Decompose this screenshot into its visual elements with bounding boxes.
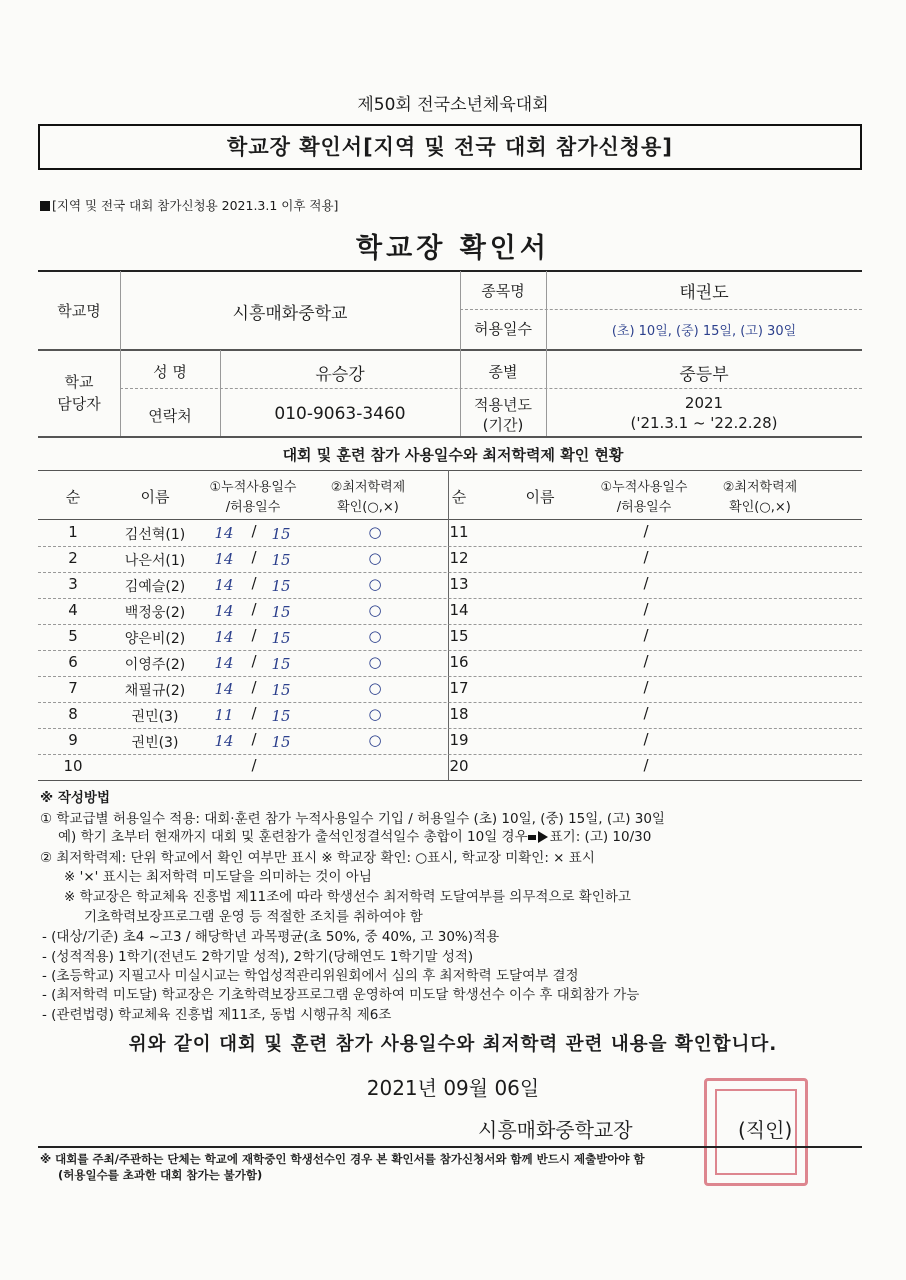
method-line: - (대상/기준) 초4 ~고3 / 해당학년 과목평균(초 50%, 중 40%, 고 30%)적용 <box>42 929 500 945</box>
name-label: 성 명 <box>153 363 187 381</box>
achievement-check: ○ <box>368 653 382 671</box>
student-name: 이영주(2) <box>124 657 186 673</box>
method-line: ※ 학교장은 학교체육 진흥법 제11조에 따라 학생선수 최저학력 도달여부를 의무적으로 확인하고 <box>64 889 631 905</box>
days-slash: / <box>643 652 649 670</box>
phone-label: 연락처 <box>148 407 192 425</box>
sport-label: 종목명 <box>481 282 525 300</box>
days-slash: / <box>643 574 649 592</box>
row-number: 15 <box>449 627 469 645</box>
footer-note-sub: (허용일수를 초과한 대회 참가는 불가함) <box>58 1168 263 1182</box>
seal-label: (직인) <box>738 1118 793 1142</box>
method-heading: ※ 작성방법 <box>40 790 110 806</box>
row-number: 19 <box>449 731 469 749</box>
row-number: 17 <box>449 679 469 697</box>
days-slash: / <box>251 652 257 670</box>
category-value: 중등부 <box>679 365 729 385</box>
allowed-days: 15 <box>271 681 291 699</box>
status-table-bottom <box>38 780 862 781</box>
student-name: 양은비(2) <box>124 631 186 647</box>
row-number: 18 <box>449 705 469 723</box>
sport-value: 태권도 <box>679 283 729 303</box>
footer-note: ※ 대회를 주최/주관하는 단체는 학교에 재학중인 학생선수인 경우 본 확인서를 참가신청서와 함께 반드시 제출받아야 함 <box>40 1152 645 1166</box>
used-days: 14 <box>214 628 234 646</box>
year-label: 적용년도 <box>474 396 532 414</box>
col-name-header: 이름 <box>525 488 555 506</box>
principal-title: 시흥매화중학교장 <box>478 1118 633 1142</box>
method-line: ※ '×' 표시는 최저학력 미도달을 의미하는 것이 아님 <box>64 869 372 885</box>
table-row-divider <box>38 598 862 599</box>
year-value: 2021 <box>684 394 724 412</box>
days-slash: / <box>251 730 257 748</box>
row-number: 3 <box>68 575 78 593</box>
row-number: 5 <box>68 627 78 645</box>
days-slash: / <box>251 626 257 644</box>
student-name: 채필규(2) <box>124 683 186 699</box>
method-line <box>58 825 651 845</box>
table-row-divider <box>38 650 862 651</box>
col-no-header: 순 <box>65 488 81 506</box>
achievement-check: ○ <box>368 575 382 593</box>
allowed-days: 15 <box>271 629 291 647</box>
used-days: 11 <box>214 706 234 724</box>
student-name: 권빈(3) <box>131 735 179 751</box>
school-name: 시흥매화중학교 <box>232 304 348 324</box>
applicability-note-text: [지역 및 전국 대회 참가신청용 2021.3.1 이후 적용] <box>52 198 339 213</box>
row-number: 10 <box>63 757 83 775</box>
col-days-header: ①누적사용일수 <box>209 480 297 495</box>
event-name: 제50회 전국소년체육대회 <box>357 95 549 115</box>
table-top-border <box>38 270 862 272</box>
student-name: 권민(3) <box>131 709 179 725</box>
method-line-text: 예) 학기 초부터 현재까지 대회 및 훈련참가 출석인정결석일수 총합이 10일 경우 <box>58 829 528 845</box>
info-divider <box>460 309 862 310</box>
days-slash: / <box>251 600 257 618</box>
method-line: - (최저학력 미도달) 학교장은 기초학력보장프로그램 운영하여 미도달 학생선수 이수 후 대회참가 가능 <box>42 987 640 1003</box>
days-slash: / <box>643 704 649 722</box>
method-line: ① 학교급별 허용일수 적용: 대회·훈련 참가 누적사용일수 기입 / 허용일수 (초) 10일, (중) 15일, (고) 30일 <box>40 811 665 827</box>
allowed-days: 15 <box>271 577 291 595</box>
contact-group-label: 학교 <box>64 373 94 391</box>
method-line: 기초학력보장프로그램 운영 등 적절한 조치를 취하여야 함 <box>84 909 423 925</box>
row-number: 11 <box>449 523 469 541</box>
row-number: 20 <box>449 757 469 775</box>
allowed-days: 15 <box>271 733 291 751</box>
used-days: 14 <box>214 654 234 672</box>
row-number: 16 <box>449 653 469 671</box>
arrow-right-icon <box>528 835 536 840</box>
col-no-header: 순 <box>451 488 467 506</box>
category-label: 종별 <box>488 363 518 381</box>
days-slash: / <box>643 522 649 540</box>
status-header-bottom <box>38 519 862 520</box>
achievement-check: ○ <box>368 549 382 567</box>
days-slash: / <box>251 574 257 592</box>
col-days-header: ①누적사용일수 <box>600 480 688 495</box>
row-number: 1 <box>68 523 78 541</box>
square-bullet-icon <box>40 201 50 211</box>
days-slash: / <box>251 522 257 540</box>
allowed-days: 15 <box>271 551 291 569</box>
days-slash: / <box>251 678 257 696</box>
days-slash: / <box>643 730 649 748</box>
table-row-divider <box>38 572 862 573</box>
used-days: 14 <box>214 602 234 620</box>
applicability-note <box>40 196 338 214</box>
days-slash: / <box>251 756 257 774</box>
col-check-header-sub: 확인(○,×) <box>337 500 399 515</box>
allowed-days: 15 <box>271 603 291 621</box>
method-line: - (초등학교) 지필고사 미실시교는 학업성적관리위원회에서 심의 후 최저학력 도달여부 결정 <box>42 968 579 984</box>
achievement-check: ○ <box>368 679 382 697</box>
achievement-check: ○ <box>368 627 382 645</box>
used-days: 14 <box>214 550 234 568</box>
col-days-header-sub: /허용일수 <box>225 500 281 515</box>
footer-divider <box>38 1146 862 1148</box>
allowed-days-value: (초) 10일, (중) 15일, (고) 30일 <box>611 324 797 339</box>
row-number: 4 <box>68 601 78 619</box>
year-label-period: (기간) <box>482 416 524 434</box>
year-period-value: ('21.3.1 ~ '22.2.28) <box>630 414 778 432</box>
days-slash: / <box>643 600 649 618</box>
row-number: 9 <box>68 731 78 749</box>
col-check-header-sub: 확인(○,×) <box>729 500 791 515</box>
achievement-check: ○ <box>368 601 382 619</box>
achievement-check: ○ <box>368 705 382 723</box>
days-slash: / <box>251 548 257 566</box>
school-label: 학교명 <box>57 302 101 320</box>
info-divider <box>120 388 862 389</box>
row-number: 12 <box>449 549 469 567</box>
manager-name: 유승강 <box>315 365 365 385</box>
method-line-text: 표기: (고) 10/30 <box>549 829 652 845</box>
table-row-divider <box>38 546 862 547</box>
days-slash: / <box>643 756 649 774</box>
table-row-divider <box>38 676 862 677</box>
phone-value: 010-9063-3460 <box>274 404 406 424</box>
days-slash: / <box>251 704 257 722</box>
status-table-title: 대회 및 훈련 참가 사용일수와 최저학력제 확인 현황 <box>282 446 624 464</box>
student-name: 백정웅(2) <box>124 605 186 621</box>
achievement-check: ○ <box>368 523 382 541</box>
days-slash: / <box>643 678 649 696</box>
contact-group-label: 담당자 <box>57 395 101 413</box>
info-divider <box>38 349 862 351</box>
col-check-header: ②최저학력제 <box>330 480 406 495</box>
table-row-divider <box>38 754 862 755</box>
allowed-days: 15 <box>271 525 291 543</box>
days-slash: / <box>643 626 649 644</box>
student-name: 나은서(1) <box>124 553 186 569</box>
row-number: 14 <box>449 601 469 619</box>
table-row-divider <box>38 624 862 625</box>
used-days: 14 <box>214 680 234 698</box>
row-number: 2 <box>68 549 78 567</box>
allowed-days: 15 <box>271 655 291 673</box>
confirmation-statement: 위와 같이 대회 및 훈련 참가 사용일수와 최저학력 관련 내용을 확인합니다. <box>128 1034 778 1055</box>
row-number: 8 <box>68 705 78 723</box>
arrow-head-icon <box>538 831 548 843</box>
used-days: 14 <box>214 524 234 542</box>
method-line: - (성적적용) 1학기(전년도 2학기말 성적), 2학기(당해연도 1학기말 성적) <box>42 949 474 965</box>
achievement-check: ○ <box>368 731 382 749</box>
row-number: 6 <box>68 653 78 671</box>
row-number: 7 <box>68 679 78 697</box>
col-days-header-sub: /허용일수 <box>616 500 672 515</box>
student-name: 김선혁(1) <box>124 527 186 543</box>
method-line: - (관련법령) 학교체육 진흥법 제11조, 동법 시행규칙 제6조 <box>42 1007 392 1023</box>
allowed-days: 15 <box>271 707 291 725</box>
used-days: 14 <box>214 732 234 750</box>
used-days: 14 <box>214 576 234 594</box>
student-name: 김예슬(2) <box>124 579 186 595</box>
page-title: 학교장 확인서 <box>356 233 550 264</box>
table-row-divider <box>38 702 862 703</box>
table-row-divider <box>38 728 862 729</box>
method-line: ② 최저학력제: 단위 학교에서 확인 여부만 표시 ※ 학교장 확인: ○표시, 학교장 미확인: × 표시 <box>40 850 595 866</box>
col-name-header: 이름 <box>140 488 170 506</box>
allowed-days-label: 허용일수 <box>474 320 532 338</box>
confirmation-date: 2021년 09월 06일 <box>366 1076 540 1100</box>
info-divider <box>38 436 862 438</box>
col-check-header: ②최저학력제 <box>722 480 798 495</box>
row-number: 13 <box>449 575 469 593</box>
status-header-top <box>38 470 862 471</box>
document-title-box: 학교장 확인서[지역 및 전국 대회 참가신청용] <box>38 124 862 170</box>
days-slash: / <box>643 548 649 566</box>
